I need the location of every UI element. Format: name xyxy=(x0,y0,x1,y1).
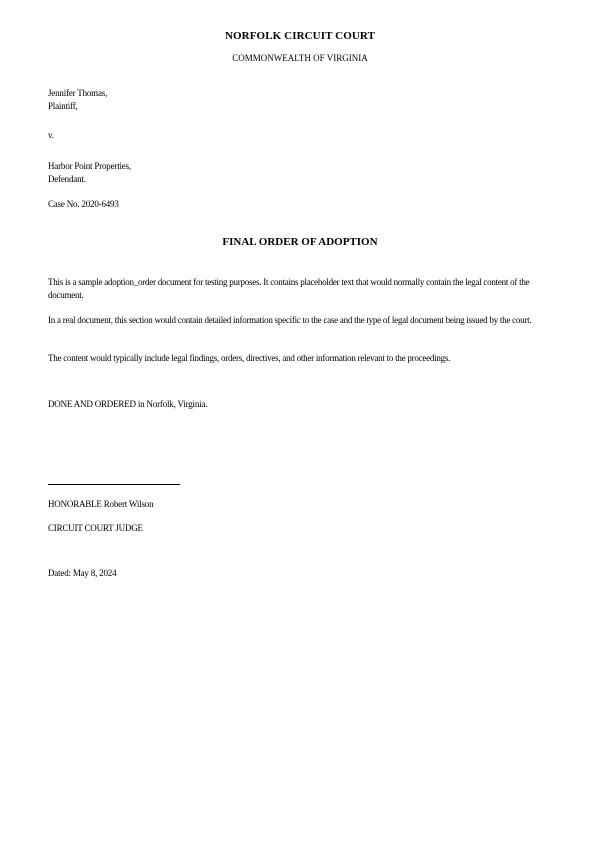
plaintiff-name: Jennifer Thomas, xyxy=(48,88,108,98)
dated: Dated: May 8, 2024 xyxy=(48,568,117,578)
jurisdiction: COMMONWEALTH OF VIRGINIA xyxy=(232,53,368,63)
defendant-block xyxy=(48,160,131,186)
court-name: NORFOLK CIRCUIT COURT xyxy=(224,30,376,42)
done-and-ordered: DONE AND ORDERED in Norfolk, Virginia. xyxy=(48,399,208,409)
case-number: Case No. 2020-6493 xyxy=(48,199,119,209)
body-paragraph: This is a sample adoption_order document for testing purposes. It contains placeholder text that would normally contain the legal content of the document. xyxy=(48,277,530,300)
body-paragraph: In a real document, this section would contain detailed information specific to the case and the type of legal document being issued by the court. xyxy=(48,315,532,325)
document-title: FINAL ORDER OF ADOPTION xyxy=(222,236,378,248)
body-paragraph: The content would typically include legal findings, orders, directives, and other information relevant to the proceedings. xyxy=(48,353,451,363)
judge-title: CIRCUIT COURT JUDGE xyxy=(48,523,143,533)
judge-name: HONORABLE Robert Wilson xyxy=(48,499,154,509)
defendant-role: Defendant. xyxy=(48,174,86,184)
signature-line xyxy=(48,484,180,485)
defendant-name: Harbor Point Properties, xyxy=(48,161,131,171)
versus: v. xyxy=(48,130,54,140)
plaintiff-block xyxy=(48,87,107,113)
plaintiff-role: Plaintiff, xyxy=(48,101,78,111)
